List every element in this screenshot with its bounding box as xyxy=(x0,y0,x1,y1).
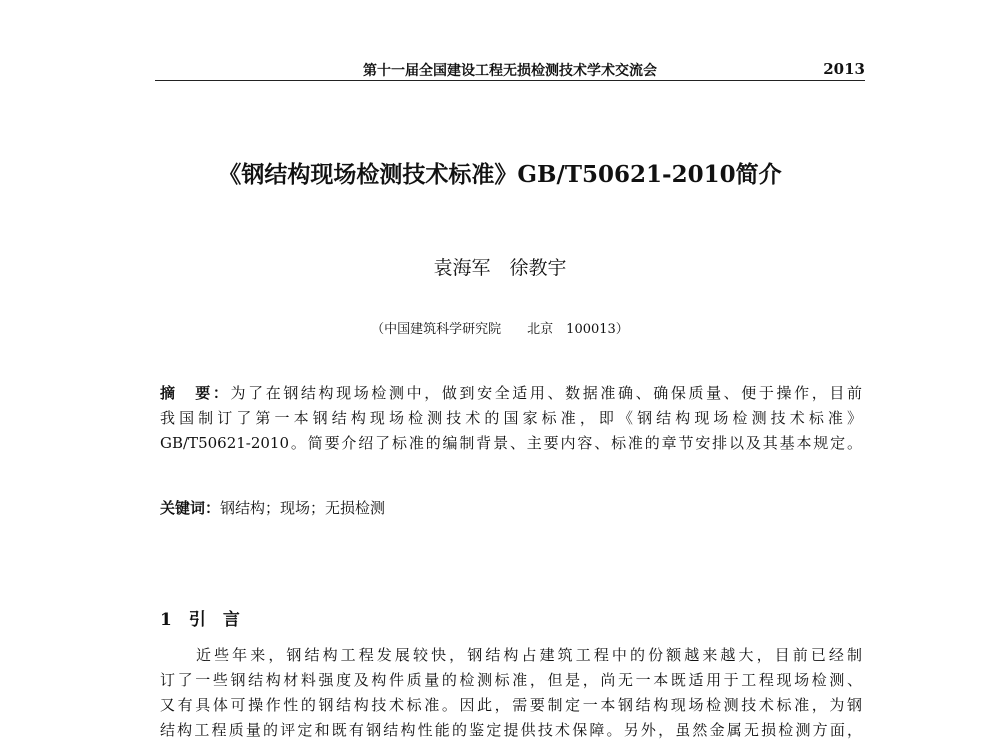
abstract-line: 我国制订了第一本钢结构现场检测技术的国家标准，即《钢结构现场检测技术标准》 xyxy=(160,409,862,427)
body-line: 又有具体可操作性的钢结构技术标准。因此，需要制定一本钢结构现场检测技术标准，为钢 xyxy=(160,696,862,714)
running-header xyxy=(155,58,865,81)
affiliation: （中国建筑科学研究院 北京 100013） xyxy=(371,322,629,337)
authors: 袁海军 徐教宇 xyxy=(433,257,567,279)
keywords-text: 钢结构；现场；无损检测 xyxy=(220,499,386,517)
body-line: 结构工程质量的评定和既有钢结构性能的鉴定提供技术保障。另外，虽然金属无损检测方面， xyxy=(160,721,862,739)
keywords xyxy=(160,497,385,518)
abstract-line: GB/T50621-2010。简要介绍了标准的编制背景、主要内容、标准的章节安排以及其基本规定。 xyxy=(160,434,862,452)
keywords-label: 关键词： xyxy=(160,499,221,517)
section-heading: 1 引 言 xyxy=(160,610,240,630)
body-line: 近些年来，钢结构工程发展较快，钢结构占建筑工程中的份额越来越大，目前已经制 xyxy=(196,646,862,664)
year: 2013 xyxy=(823,60,865,78)
abstract-line: 为了在钢结构现场检测中，做到安全适用、数据准确、确保质量、便于操作，目前 xyxy=(230,384,862,402)
abstract-label: 摘 要： xyxy=(160,384,231,402)
paper-title: 《钢结构现场检测技术标准》GB/T50621-2010简介 xyxy=(218,161,782,188)
body-line: 订了一些钢结构材料强度及构件质量的检测标准，但是，尚无一本既适用于工程现场检测、 xyxy=(160,671,862,689)
abstract xyxy=(160,381,862,456)
section-body xyxy=(160,643,862,743)
conference-name: 第十一届全国建设工程无损检测技术学术交流会 xyxy=(363,63,657,79)
